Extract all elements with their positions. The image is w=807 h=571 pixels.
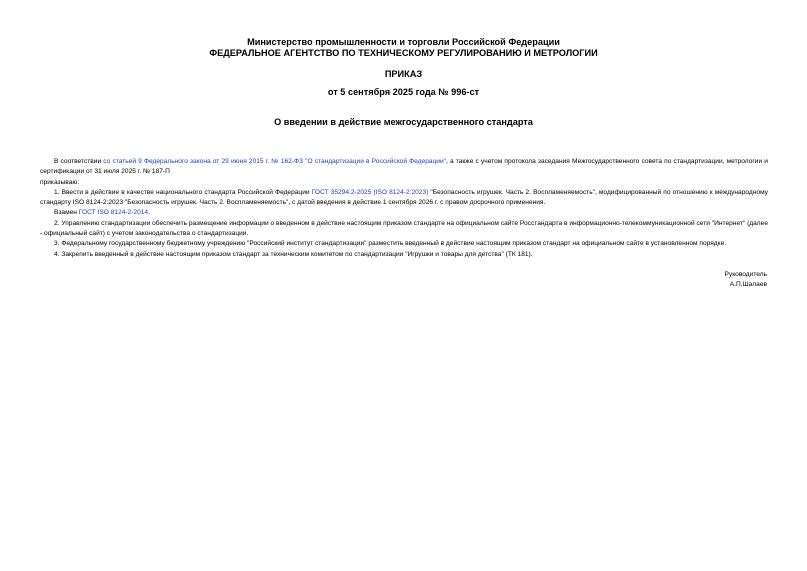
intro-post: , а также с учетом протокола заседания Межгосударственного совета по стандартизации, метрологии и сертификации от 31 июля 2025 г. № 187-П — [40, 158, 768, 176]
intro-paragraph — [40, 157, 768, 178]
item-3: 3. Федеральному государственному бюджетному учреждению "Российский институт стандартизации" разместить введенный в действие настоящим приказом стандарт на официальном сайте в установленном порядке. — [54, 240, 727, 248]
document-body — [40, 157, 768, 260]
item-1-pre: 1. Ввести в действие в качестве национального стандарта Российской Федерации — [54, 188, 312, 196]
signature-block — [725, 270, 767, 291]
replacement-line — [40, 208, 768, 218]
replacement-post: . — [148, 209, 150, 217]
replacement-pre: Взамен — [54, 209, 79, 217]
federal-law-link[interactable]: со статьей 9 Федерального закона от 29 июня 2015 г. № 162-ФЗ "О стандартизации в Российской Федерации" — [103, 158, 447, 165]
document-date-number: от 5 сентября 2025 года № 996-ст — [327, 87, 480, 97]
signatory-name: А.П.Шалаев — [729, 281, 767, 289]
order-word: приказываю: — [40, 178, 80, 186]
item-4: 4. Закрепить введенный в действие настоящим приказом стандарт за техническим комитетом по стандартизации "Игрушки и товары для детства" (ТК 181). — [54, 250, 533, 258]
document-title: О введении в действие межгосударственного стандарта — [274, 117, 533, 127]
item-1-post: "Безопасность игрушек. Часть 2. Воспламеняемость", модифицированный по отношению к международному стандарту ISO 8124-2:2023 "Безопасность игрушек. Часть 2. Воспламеняемость", с датой введения в действие 1 сентября 2026 г. с правом досрочного применения. — [40, 188, 768, 207]
item-1 — [40, 188, 768, 209]
intro-pre: В соответствии — [54, 158, 104, 165]
item-2: 2. Управлению стандартизации обеспечить размещение информации о введенном в действие настоящим приказом стандарте на официальном сайте Росстандарта в информационно-телекоммуникационной сети "Интернет" (далее - официальный сайт) с учетом законодательства о стандартизации. — [40, 219, 768, 238]
agency-name: ФЕДЕРАЛЬНОЕ АГЕНТСТВО ПО ТЕХНИЧЕСКОМУ РЕГУЛИРОВАНИЮ И МЕТРОЛОГИИ — [209, 48, 598, 58]
signatory-role: Руководитель — [724, 271, 767, 278]
gost-iso-8124-link[interactable]: ГОСТ ISO 8124-2-2014 — [78, 209, 149, 217]
ministry-name: Министерство промышленности и торговли Российской Федерации — [247, 37, 560, 47]
gost-35294-link[interactable]: ГОСТ 35294.2-2025 (ISO 8124-2:2023) — [311, 188, 429, 196]
document-type: ПРИКАЗ — [384, 69, 423, 79]
